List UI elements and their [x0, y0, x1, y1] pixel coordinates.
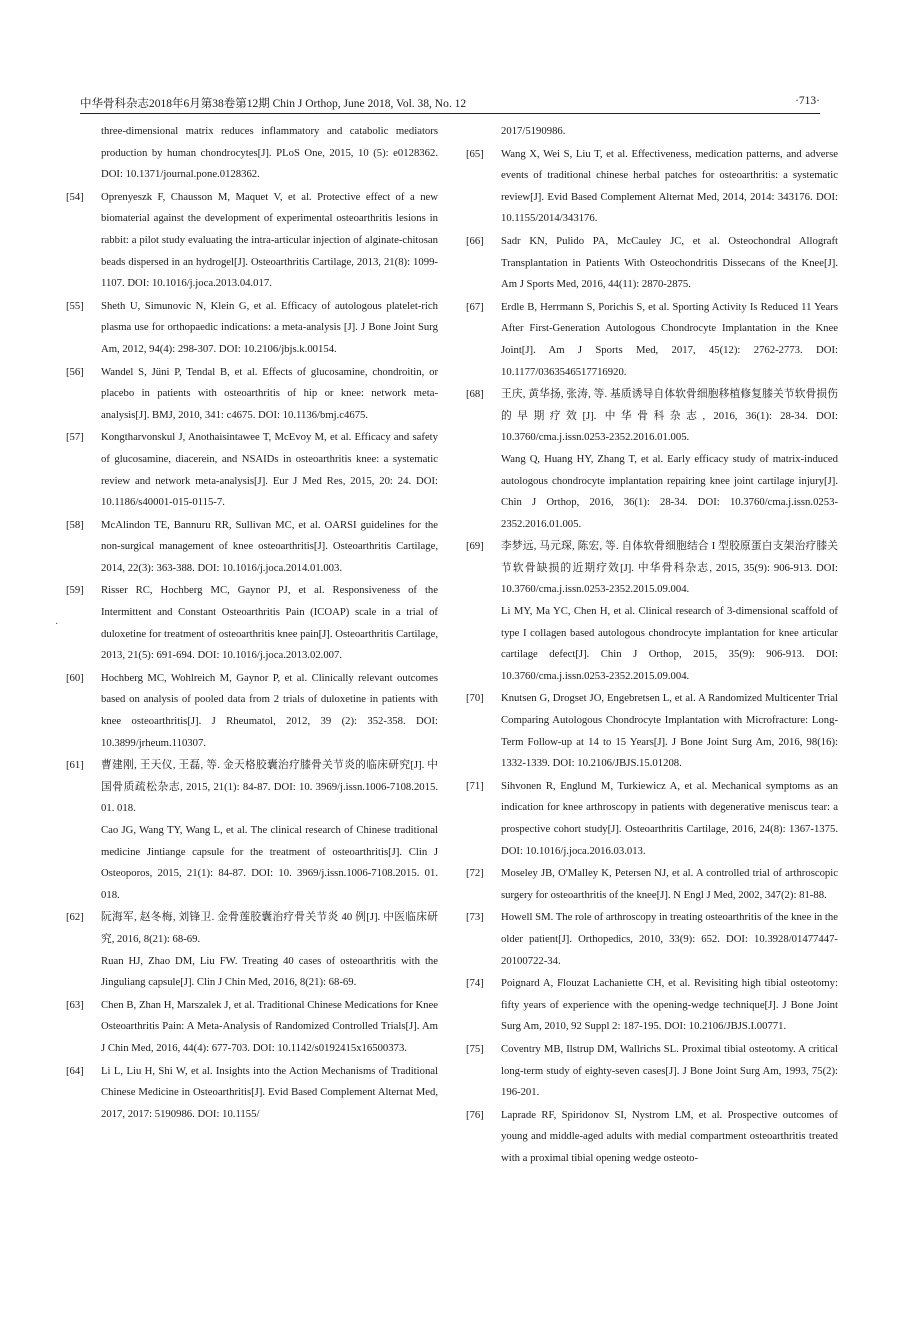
reference-item: [66, 580, 438, 666]
reference-number: [61]: [66, 759, 84, 772]
reference-item: [66, 1061, 438, 1126]
reference-number: [68]: [466, 388, 484, 401]
reference-item: [66, 995, 438, 1060]
reference-item: [66, 362, 438, 427]
margin-dot: ·: [55, 619, 59, 630]
reference-item: [466, 973, 838, 1038]
reference-text: 曹建刚, 王天仪, 王磊, 等. 金天格胶囊治疗膝骨关节炎的临床研究[J]. 中国骨质疏松杂志, 2015, 21(1): 84-87. DOI: 10. 3969/j.issn.1006-7108.2015. 01. 018.: [101, 759, 438, 815]
reference-text: Oprenyeszk F, Chausson M, Maquet V, et al. Protective effect of a new biomaterial against the development of experimental osteoarthritis lesions in rabbit: a pilot study evaluating the intra-articular injection of alginate-chitosan beads dispersed in an hydrogel[J]. Osteoarthritis Cartilage, 2013, 21(8): 1099-1107. DOI: 10.1016/j.joca.2013.04.017.: [101, 190, 438, 290]
reference-number: [56]: [66, 365, 84, 378]
reference-number: [67]: [466, 300, 484, 313]
reference-text: 王庆, 黄华扬, 张涛, 等. 基质诱导自体软骨细胞移植修复膝关节软骨损伤的早期疗效[J]. 中华骨科杂志, 2016, 36(1): 28-34. DOI: 10.3760/cma.j.issn.0253-2352.2016.01.005.: [501, 388, 838, 444]
reference-number: [63]: [66, 998, 84, 1011]
reference-english-translation: Ruan HJ, Zhao DM, Liu FW. Treating 40 cases of osteoarthritis with the Jinguliang capsule[J]. Clin J Chin Med, 2016, 8(21): 68-69.: [101, 954, 438, 989]
reference-text: Erdle B, Herrmann S, Porichis S, et al. Sporting Activity Is Reduced 11 Years After First-Generation Autologous Chondrocyte Implantation in the Knee Joint[J]. Am J Sports Med, 2017, 45(12): 2762-2773. DOI: 10.1177/0363546517716920.: [501, 300, 838, 378]
reference-item: [466, 231, 838, 296]
reference-text: Risser RC, Hochberg MC, Gaynor PJ, et al. Responsiveness of the Intermittent and Constant Osteoarthritis Pain (ICOAP) scale in a trial of duloxetine for treatment of osteoarthritis knee pain[J]. Osteoarthritis Cartilage, 2013, 21(5): 691-694. DOI: 10.1016/j.joca.2013.02.007.: [101, 584, 438, 662]
reference-number: [74]: [466, 977, 484, 990]
reference-text: Li L, Liu H, Shi W, et al. Insights into the Action Mechanisms of Traditional Chinese Medicine in Osteoarthritis[J]. Evid Based Complement Alternat Med, 2017, 2017: 5190986. DOI: 10.1155/: [101, 1064, 438, 1120]
reference-number: [54]: [66, 190, 84, 203]
reference-text: Sheth U, Simunovic N, Klein G, et al. Efficacy of autologous platelet-rich plasma use for orthopaedic indications: a meta-analysis [J]. J Bone Joint Surg Am, 2012, 94(4): 298-307. DOI: 10.2106/jbjs.k.00154.: [101, 299, 438, 355]
reference-number: [58]: [66, 518, 84, 531]
reference-number: [73]: [466, 911, 484, 924]
reference-number: [60]: [66, 671, 84, 684]
reference-item: [66, 755, 438, 906]
reference-text: Hochberg MC, Wohlreich M, Gaynor P, et al. Clinically relevant outcomes based on analysis of pooled data from 2 trials of duloxetine in patients with knee osteoarthritis[J]. J Rheumatol, 2012, 39 (2): 352-358. DOI: 10.3899/jrheum.110307.: [101, 671, 438, 749]
reference-item: [66, 427, 438, 513]
running-header: [80, 95, 820, 113]
reference-text: Knutsen G, Drogset JO, Engebretsen L, et al. A Randomized Multicenter Trial Comparing Autologous Chondrocyte Implantation with Microfracture: Long-Term Follow-up at 14 to 15 Years[J]. J Bone Joint Surg Am, 2016, 98(16): 1332-1339. DOI: 10.2106/JBJS.15.01208.: [501, 692, 838, 770]
reference-text: Laprade RF, Spiridonov SI, Nystrom LM, et al. Prospective outcomes of young and middle-aged adults with medial compartment osteoarthritis treated with a proximal tibial opening wedge osteoto-: [501, 1108, 838, 1164]
reference-number: [75]: [466, 1042, 484, 1055]
reference-number: [72]: [466, 867, 484, 880]
reference-text: Howell SM. The role of arthroscopy in treating osteoarthritis of the knee in the older patient[J]. Orthopedics, 2010, 33(9): 652. DOI: 10.3928/01477447-20100722-34.: [501, 911, 838, 967]
reference-number: [62]: [66, 911, 84, 924]
reference-number: [59]: [66, 584, 84, 597]
reference-text: Sadr KN, Pulido PA, McCauley JC, et al. Osteochondral Allograft Transplantation in Patients With Osteochondritis Dissecans of the Knee[J]. Am J Sports Med, 2016, 44(11): 2870-2875.: [501, 234, 838, 291]
reference-text: Coventry MB, Ilstrup DM, Wallrichs SL. Proximal tibial osteotomy. A critical long-term study of eighty-seven cases[J]. J Bone Joint Surg Am, 1993, 75(2): 196-201.: [501, 1042, 838, 1099]
reference-item: [466, 297, 838, 383]
reference-text: 阮海军, 赵冬梅, 刘锋卫. 金骨莲胶囊治疗骨关节炎 40 例[J]. 中医临床研究, 2016, 8(21): 68-69.: [101, 911, 438, 945]
reference-column-right: [466, 121, 838, 1171]
page-number: ·713·: [795, 95, 820, 107]
reference-text: 李梦远, 马元琛, 陈宏, 等. 自体软骨细胞结合 I 型胶原蛋白支架治疗膝关节软骨缺损的近期疗效[J]. 中华骨科杂志, 2015, 35(9): 906-913. DOI: 10.3760/cma.j.issn.0253-2352.2015.09.004.: [501, 540, 838, 596]
reference-item: [466, 688, 838, 774]
reference-text: Wang X, Wei S, Liu T, et al. Effectiveness, medication patterns, and adverse events of traditional chinese herbal patches for osteoarthritis: a systematic review[J]. Evid Based Complement Alternat Med, 2014, 2014: 343176. DOI: 10.1155/2014/343176.: [501, 147, 838, 225]
reference-item: [466, 1105, 838, 1170]
reference-item: [66, 668, 438, 754]
reference-text: Wandel S, Jüni P, Tendal B, et al. Effects of glucosamine, chondroitin, or placebo in patients with osteoarthritis of hip or knee: network meta-analysis[J]. BMJ, 2010, 341: c4675. DOI: 10.1136/bmj.c4675.: [101, 365, 438, 421]
reference-item: [66, 187, 438, 295]
reference-item: [66, 296, 438, 361]
reference-column-left: [66, 121, 438, 1126]
reference-continuation: 2017/5190986.: [501, 125, 566, 137]
reference-item: [466, 863, 838, 906]
reference-text: Moseley JB, O'Malley K, Petersen NJ, et al. A controlled trial of arthroscopic surgery for osteoarthritis of the knee[J]. N Engl J Med, 2002, 347(2): 81-88.: [501, 867, 838, 901]
reference-continuation: three-dimensional matrix reduces inflammatory and catabolic mediators production by human chondrocytes[J]. PLoS One, 2015, 10 (5): e0128362. DOI: 10.1371/journal.pone.0128362.: [101, 125, 438, 181]
reference-number: [71]: [466, 779, 484, 792]
reference-number: [66]: [466, 234, 484, 247]
reference-text: Sihvonen R, Englund M, Turkiewicz A, et al. Mechanical symptoms as an indication for knee arthroscopy in patients with degenerative meniscus tear: a prospective cohort study[J]. Osteoarthritis Cartilage, 2016, 24(8): 1367-1375. DOI: 10.1016/j.joca.2016.03.013.: [501, 779, 838, 857]
reference-text: Chen B, Zhan H, Marszalek J, et al. Traditional Chinese Medications for Knee Osteoarthritis Pain: A Meta-Analysis of Randomized Controlled Trials[J]. Am J Chin Med, 2016, 44(4): 677-703. DOI: 10.1142/s0192415x16500373.: [101, 998, 438, 1054]
reference-text: Poignard A, Flouzat Lachaniette CH, et al. Revisiting high tibial osteotomy: fifty years of experience with the opening-wedge technique[J]. J Bone Joint Surg Am, 2010, 92 Suppl 2: 187-195. DOI: 10.2106/JBJS.I.00771.: [501, 977, 838, 1033]
header-divider: [80, 113, 820, 114]
reference-number: [57]: [66, 431, 84, 444]
reference-english-translation: Li MY, Ma YC, Chen H, et al. Clinical research of 3-dimensional scaffold of type I collagen based autologous chondrocyte implantation for knee articular cartilage defect[J]. Chin J Orthop, 2015, 35(9): 906-913. DOI: 10.3760/cma.j.issn.0253-2352.2015.09.004.: [501, 605, 838, 682]
reference-text: Kongtharvonskul J, Anothaisintawee T, McEvoy M, et al. Efficacy and safety of glucosamine, diacerein, and NSAIDs in osteoarthritis knee: a systematic review and network meta-analysis[J]. Eur J Med Res, 2015, 20: 24. DOI: 10.1186/s40001-015-0115-7.: [101, 431, 438, 509]
reference-item: [466, 907, 838, 972]
reference-number: [76]: [466, 1108, 484, 1121]
reference-english-translation: Wang Q, Huang HY, Zhang T, et al. Early efficacy study of matrix-induced autologous chondrocyte implantation repairing knee joint cartilage injury[J]. Chin J Orthop, 2016, 36(1): 28-34. DOI: 10.3760/cma.j.issn.0253-2352.2016.01.005.: [501, 452, 838, 530]
reference-number: [65]: [466, 147, 484, 160]
reference-number: [64]: [66, 1064, 84, 1077]
reference-item: [466, 776, 838, 862]
reference-number: [55]: [66, 299, 84, 312]
reference-item: [466, 536, 838, 687]
reference-item: [66, 907, 438, 993]
journal-citation-header: 中华骨科杂志2018年6月第38卷第12期 Chin J Orthop, June 2018, Vol. 38, No. 12: [80, 98, 467, 110]
reference-item: [466, 384, 838, 535]
reference-item: [466, 144, 838, 230]
reference-item: [66, 515, 438, 580]
reference-number: [70]: [466, 692, 484, 705]
reference-item: [466, 1039, 838, 1104]
reference-text: McAlindon TE, Bannuru RR, Sullivan MC, et al. OARSI guidelines for the non-surgical management of knee osteoarthritis[J]. Osteoarthritis Cartilage, 2014, 22(3): 363-388. DOI: 10.1016/j.joca.2014.01.003.: [101, 518, 438, 574]
reference-number: [69]: [466, 540, 484, 553]
reference-english-translation: Cao JG, Wang TY, Wang L, et al. The clinical research of Chinese traditional medicine Jintiange capsule for the treatment of osteoarthritis[J]. Clin J Osteoporos, 2015, 21(1): 84-87. DOI: 10. 3969/j.issn.1006-7108.2015. 01. 018.: [101, 824, 438, 901]
